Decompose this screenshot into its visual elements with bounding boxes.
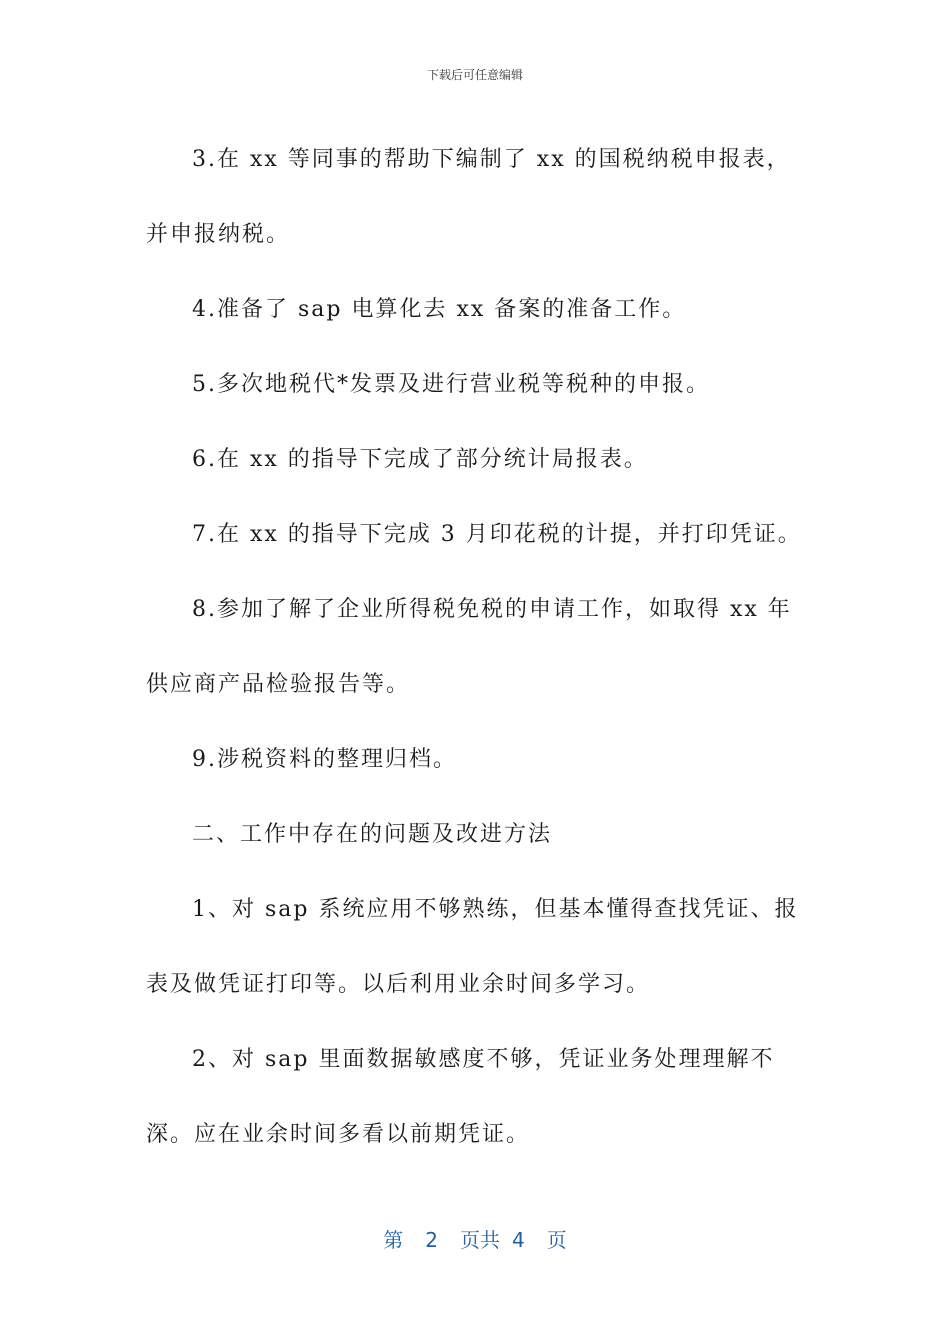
- paragraph-item-4: 4.准备了 sap 电算化去 xx 备案的准备工作。: [192, 297, 687, 322]
- paragraph-item-8: 8.参加了解了企业所得税免税的申请工作，如取得 xx 年供应商产品检验报告等。: [146, 597, 792, 697]
- document-body: [146, 122, 806, 1172]
- problem-item-2: 2、对 sap 里面数据敏感度不够，凭证业务处理理解不深。应在业余时间多看以前期凭证。: [146, 1047, 775, 1147]
- footer-page-suffix: 页: [546, 1228, 567, 1252]
- footer-page-label: 第: [383, 1228, 404, 1252]
- paragraph-item-3: 3.在 xx 等同事的帮助下编制了 xx 的国税纳税申报表，并申报纳税。: [146, 147, 791, 247]
- paragraph-item-6: 6.在 xx 的指导下完成了部分统计局报表。: [192, 447, 648, 472]
- page-header-note: 下载后可任意编辑: [426, 68, 523, 82]
- paragraph-item-9: 9.涉税资料的整理归档。: [192, 747, 457, 772]
- paragraph-item-7: 7.在 xx 的指导下完成 3 月印花税的计提，并打印凭证。: [192, 522, 802, 547]
- footer-total-pages: 4: [512, 1228, 525, 1252]
- footer-page-of-label: 页共: [460, 1228, 500, 1252]
- section-heading-problems: 二、工作中存在的问题及改进方法: [192, 822, 553, 847]
- paragraph-item-5: 5.多次地税代*发票及进行营业税等税种的申报。: [192, 372, 710, 397]
- page-footer: [0, 1224, 950, 1253]
- problem-item-1: 1、对 sap 系统应用不够熟练，但基本懂得查找凭证、报表及做凭证打印等。以后利用业余时间多学习。: [146, 897, 799, 997]
- footer-page-number: 2: [425, 1228, 438, 1252]
